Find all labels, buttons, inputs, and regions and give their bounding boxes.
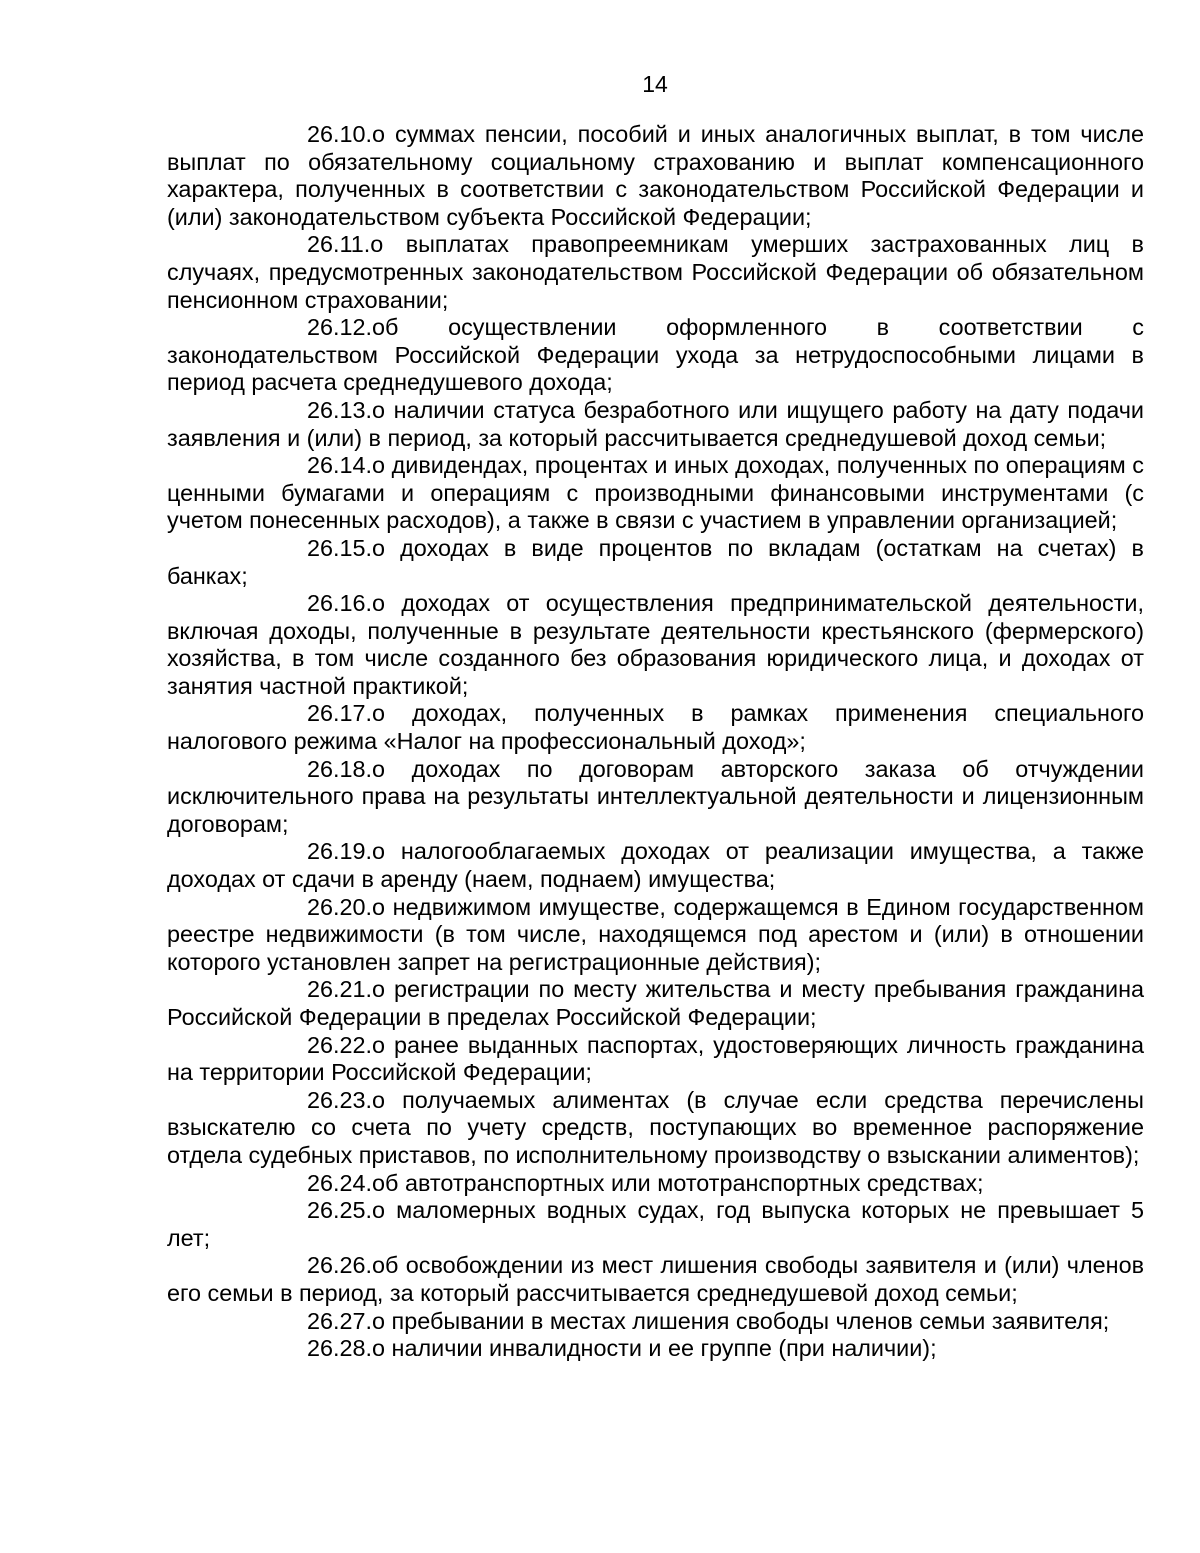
item-number: 26.26. [307, 1252, 373, 1279]
list-item [167, 1252, 1144, 1307]
item-number: 26.25. [307, 1197, 373, 1224]
page-number: 14 [642, 71, 668, 97]
list-item [167, 452, 1144, 535]
item-number: 26.13. [307, 396, 373, 423]
item-text: о доходах, полученных в рамках применения специального налогового режима «Налог на профессиональный доход»; [167, 700, 1144, 755]
item-number: 26.16. [307, 590, 373, 617]
item-number: 26.18. [307, 755, 373, 782]
item-number: 26.20. [307, 893, 373, 920]
list-item [167, 756, 1144, 839]
item-text: о регистрации по месту жительства и месту пребывания гражданина Российской Федерации в пределах Российской Федерации; [167, 976, 1144, 1030]
item-number: 26.11. [307, 231, 371, 258]
list-item [167, 700, 1144, 755]
item-text: о суммах пенсии, пособий и иных аналогичных выплат, в том числе выплат по обязательному социальному страхованию и выплат компенсационного характера, полученных в соответствии с законодательством Российской Федерации и (или) законодательством субъекта Российской Федерации; [167, 121, 1144, 230]
item-number: 26.24. [307, 1169, 373, 1196]
list-item [167, 1032, 1144, 1087]
item-number: 26.27. [307, 1307, 373, 1334]
document-body [167, 121, 1144, 1363]
item-number: 26.15. [307, 534, 373, 561]
list-item [167, 1170, 1144, 1198]
item-text: о налогооблагаемых доходах от реализации имущества, а также доходах от сдачи в аренду (наем, поднаем) имущества; [167, 838, 1144, 893]
list-item [167, 1308, 1144, 1336]
list-item [167, 894, 1144, 977]
item-text: о доходах в виде процентов по вкладам (остаткам на счетах) в банках; [167, 534, 1144, 589]
item-number: 26.23. [307, 1086, 373, 1113]
list-item [167, 976, 1144, 1031]
list-item [167, 314, 1144, 397]
list-item [167, 838, 1144, 893]
item-text: о выплатах правопреемникам умерших застрахованных лиц в случаях, предусмотренных законодательством Российской Федерации об обязательном пенсионном страховании; [167, 231, 1144, 313]
item-text: об автотранспортных или мототранспортных средствах; [372, 1169, 984, 1196]
item-number: 26.28. [307, 1335, 373, 1362]
item-text: о получаемых алиментах (в случае если средства перечислены взыскателю со счета по учету средств, поступающих во временное распоряжение отдела судебных приставов, по исполнительному производству о взыскании алиментов); [167, 1086, 1144, 1168]
item-text: о пребывании в местах лишения свободы членов семьи заявителя; [372, 1307, 1110, 1334]
list-item [167, 397, 1144, 452]
item-number: 26.21. [307, 976, 373, 1003]
item-text: о ранее выданных паспортах, удостоверяющих личность гражданина на территории Российской Федерации; [167, 1031, 1144, 1086]
item-text: о недвижимом имуществе, содержащемся в Едином государственном реестре недвижимости (в том числе, находящемся под арестом и (или) в отношении которого установлен запрет на регистрационные действия); [167, 893, 1144, 975]
item-number: 26.12. [307, 314, 373, 341]
item-number: 26.14. [307, 452, 373, 479]
item-text: о дивидендах, процентах и иных доходах, полученных по операциям с ценными бумагами и операциям с производными финансовыми инструментами (с учетом понесенных расходов), а также в связи с участием в управлении организацией; [167, 452, 1144, 534]
list-item [167, 535, 1144, 590]
item-number: 26.19. [307, 838, 373, 865]
item-text: об освобождении из мест лишения свободы заявителя и (или) членов его семьи в период, за который рассчитывается среднедушевой доход семьи; [167, 1252, 1144, 1306]
item-number: 26.10. [307, 121, 373, 147]
list-item [167, 1335, 1144, 1363]
list-item [167, 1087, 1144, 1170]
item-text: о наличии статуса безработного или ищущего работу на дату подачи заявления и (или) в период, за который рассчитывается среднедушевой доход семьи; [167, 396, 1144, 451]
item-number: 26.22. [307, 1031, 373, 1058]
list-item [167, 1197, 1144, 1252]
item-text: о доходах по договорам авторского заказа об отчуждении исключительного права на результаты интеллектуальной деятельности и лицензионным договорам; [167, 755, 1144, 837]
item-number: 26.17. [307, 700, 373, 727]
list-item [167, 590, 1144, 700]
item-text: о доходах от осуществления предпринимательской деятельности, включая доходы, полученные в результате деятельности крестьянского (фермерского) хозяйства, в том числе созданного без образования юридического лица, и доходах от занятия частной практикой; [167, 590, 1144, 699]
item-text: об осуществлении оформленного в соответствии с законодательством Российской Федерации ухода за нетрудоспособными лицами в период расчета среднедушевого дохода; [167, 314, 1144, 396]
list-item [167, 121, 1144, 231]
item-text: о маломерных водных судах, год выпуска которых не превышает 5 лет; [167, 1197, 1144, 1251]
item-text: о наличии инвалидности и ее группе (при наличии); [372, 1335, 937, 1362]
list-item [167, 231, 1144, 314]
